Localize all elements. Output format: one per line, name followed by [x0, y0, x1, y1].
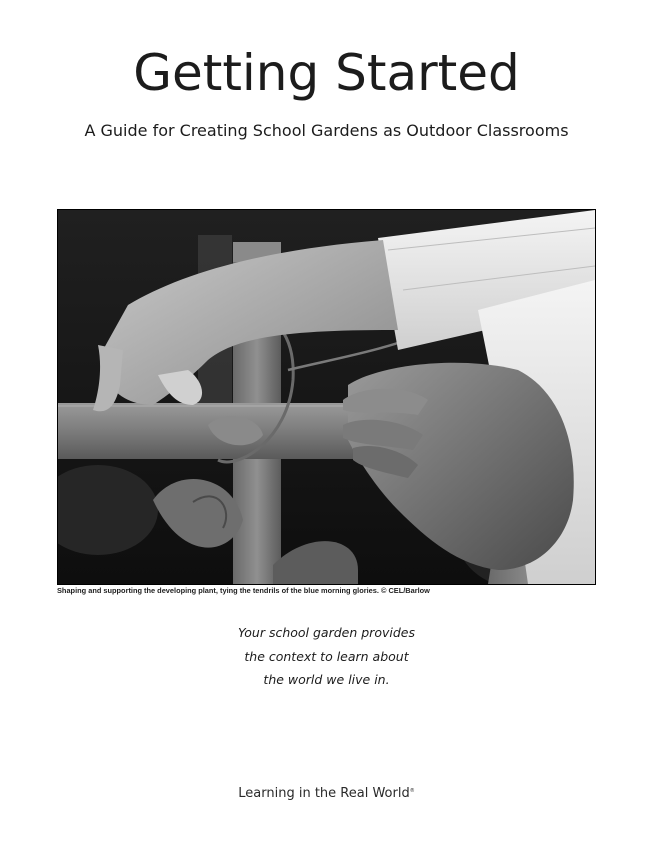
brand-name: Learning in the Real World [238, 786, 410, 801]
garden-trellis-photo [57, 209, 596, 585]
page-subtitle: A Guide for Creating School Gardens as Outdoor Classrooms [84, 121, 569, 140]
brand-logo [0, 786, 653, 801]
registered-mark: ® [409, 788, 415, 794]
pull-quote-line-3: the world we live in. [263, 672, 390, 687]
photo-caption: Shaping and supporting the developing plant, tying the tendrils of the blue morning glories. © CEL/Barlow [57, 586, 430, 595]
pull-quote [0, 621, 653, 692]
pull-quote-line-2: the context to learn about [244, 648, 409, 664]
page-title: Getting Started [133, 44, 520, 102]
pull-quote-line-1: Your school garden provides [238, 625, 415, 640]
